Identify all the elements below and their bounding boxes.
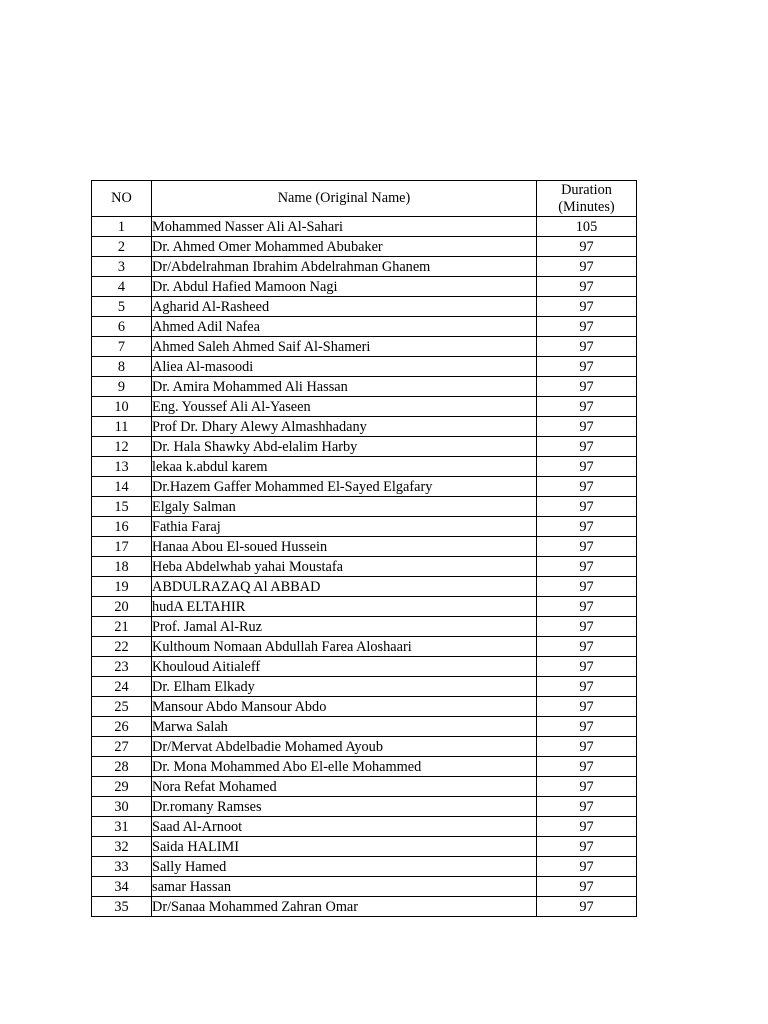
duration-minutes-cell: 97 — [537, 897, 637, 917]
participant-name-cell: Mohammed Nasser Ali Al-Sahari — [152, 217, 537, 237]
duration-minutes-cell: 97 — [537, 297, 637, 317]
duration-minutes-cell: 97 — [537, 237, 637, 257]
participant-name-cell: Ahmed Saleh Ahmed Saif Al-Shameri — [152, 337, 537, 357]
row-number-cell: 9 — [92, 377, 152, 397]
header-duration — [537, 181, 637, 217]
row-number-cell: 28 — [92, 757, 152, 777]
header-name: Name (Original Name) — [152, 181, 537, 217]
participant-name-cell: Saida HALIMI — [152, 837, 537, 857]
table-row — [92, 397, 637, 417]
duration-minutes-cell: 97 — [537, 437, 637, 457]
participant-name-cell: Agharid Al-Rasheed — [152, 297, 537, 317]
participant-name-cell: Mansour Abdo Mansour Abdo — [152, 697, 537, 717]
table-row — [92, 757, 637, 777]
duration-minutes-cell: 97 — [537, 637, 637, 657]
row-number-cell: 24 — [92, 677, 152, 697]
participant-name-cell: Elgaly Salman — [152, 497, 537, 517]
participant-name-cell: Dr. Mona Mohammed Abo El-elle Mohammed — [152, 757, 537, 777]
row-number-cell: 23 — [92, 657, 152, 677]
duration-minutes-cell: 97 — [537, 357, 637, 377]
duration-minutes-cell: 97 — [537, 477, 637, 497]
row-number-cell: 32 — [92, 837, 152, 857]
row-number-cell: 18 — [92, 557, 152, 577]
duration-minutes-cell: 97 — [537, 377, 637, 397]
table-header — [92, 181, 637, 217]
participant-name-cell: Saad Al-Arnoot — [152, 817, 537, 837]
table-row — [92, 337, 637, 357]
participant-name-cell: Heba Abdelwhab yahai Moustafa — [152, 557, 537, 577]
row-number-cell: 10 — [92, 397, 152, 417]
table-row — [92, 317, 637, 337]
row-number-cell: 8 — [92, 357, 152, 377]
row-number-cell: 30 — [92, 797, 152, 817]
duration-minutes-cell: 97 — [537, 397, 637, 417]
duration-minutes-cell: 97 — [537, 337, 637, 357]
duration-minutes-cell: 97 — [537, 797, 637, 817]
duration-minutes-cell: 97 — [537, 457, 637, 477]
table-row — [92, 417, 637, 437]
duration-minutes-cell: 97 — [537, 757, 637, 777]
table-row — [92, 457, 637, 477]
duration-minutes-cell: 97 — [537, 577, 637, 597]
duration-minutes-cell: 97 — [537, 537, 637, 557]
row-number-cell: 31 — [92, 817, 152, 837]
duration-minutes-cell: 97 — [537, 737, 637, 757]
row-number-cell: 2 — [92, 237, 152, 257]
row-number-cell: 7 — [92, 337, 152, 357]
row-number-cell: 33 — [92, 857, 152, 877]
duration-minutes-cell: 97 — [537, 277, 637, 297]
table-row — [92, 517, 637, 537]
table-row — [92, 497, 637, 517]
header-duration-line2: (Minutes) — [558, 198, 615, 215]
participant-name-cell: Dr. Hala Shawky Abd-elalim Harby — [152, 437, 537, 457]
row-number-cell: 27 — [92, 737, 152, 757]
table-row — [92, 237, 637, 257]
duration-minutes-cell: 97 — [537, 777, 637, 797]
table-row — [92, 277, 637, 297]
table-row — [92, 257, 637, 277]
table-row — [92, 357, 637, 377]
participant-name-cell: Marwa Salah — [152, 717, 537, 737]
table-row — [92, 657, 637, 677]
row-number-cell: 22 — [92, 637, 152, 657]
row-number-cell: 34 — [92, 877, 152, 897]
participant-name-cell: Fathia Faraj — [152, 517, 537, 537]
duration-minutes-cell: 97 — [537, 697, 637, 717]
table-row — [92, 897, 637, 917]
participant-name-cell: samar Hassan — [152, 877, 537, 897]
participant-name-cell: Sally Hamed — [152, 857, 537, 877]
table-row — [92, 577, 637, 597]
row-number-cell: 13 — [92, 457, 152, 477]
row-number-cell: 16 — [92, 517, 152, 537]
duration-minutes-cell: 97 — [537, 657, 637, 677]
table-row — [92, 797, 637, 817]
table-row — [92, 637, 637, 657]
row-number-cell: 21 — [92, 617, 152, 637]
row-number-cell: 35 — [92, 897, 152, 917]
duration-minutes-cell: 97 — [537, 817, 637, 837]
row-number-cell: 14 — [92, 477, 152, 497]
duration-minutes-cell: 97 — [537, 317, 637, 337]
duration-minutes-cell: 97 — [537, 257, 637, 277]
row-number-cell: 11 — [92, 417, 152, 437]
participant-name-cell: Hanaa Abou El-soued Hussein — [152, 537, 537, 557]
participant-name-cell: Aliea Al-masoodi — [152, 357, 537, 377]
table-body — [92, 217, 637, 917]
table-row — [92, 837, 637, 857]
table-row — [92, 737, 637, 757]
table-row — [92, 717, 637, 737]
participant-name-cell: Dr. Elham Elkady — [152, 677, 537, 697]
table-row — [92, 217, 637, 237]
header-no: NO — [92, 181, 152, 217]
row-number-cell: 3 — [92, 257, 152, 277]
participant-name-cell: Dr/Mervat Abdelbadie Mohamed Ayoub — [152, 737, 537, 757]
header-duration-line1: Duration — [561, 181, 612, 198]
duration-minutes-cell: 97 — [537, 517, 637, 537]
participant-name-cell: Kulthoum Nomaan Abdullah Farea Aloshaari — [152, 637, 537, 657]
row-number-cell: 17 — [92, 537, 152, 557]
participants-duration-table — [91, 180, 637, 917]
duration-minutes-cell: 97 — [537, 417, 637, 437]
participant-name-cell: Prof Dr. Dhary Alewy Almashhadany — [152, 417, 537, 437]
participant-name-cell: lekaa k.abdul karem — [152, 457, 537, 477]
table-row — [92, 697, 637, 717]
row-number-cell: 6 — [92, 317, 152, 337]
table-row — [92, 677, 637, 697]
row-number-cell: 15 — [92, 497, 152, 517]
row-number-cell: 26 — [92, 717, 152, 737]
participant-name-cell: Prof. Jamal Al-Ruz — [152, 617, 537, 637]
table-row — [92, 297, 637, 317]
row-number-cell: 5 — [92, 297, 152, 317]
participant-name-cell: Dr.Hazem Gaffer Mohammed El-Sayed Elgafary — [152, 477, 537, 497]
header-row — [92, 181, 637, 217]
table-row — [92, 617, 637, 637]
participant-name-cell: Nora Refat Mohamed — [152, 777, 537, 797]
participant-name-cell: Dr/Sanaa Mohammed Zahran Omar — [152, 897, 537, 917]
duration-minutes-cell: 97 — [537, 677, 637, 697]
row-number-cell: 25 — [92, 697, 152, 717]
row-number-cell: 12 — [92, 437, 152, 457]
row-number-cell: 29 — [92, 777, 152, 797]
participant-name-cell: Dr.romany Ramses — [152, 797, 537, 817]
duration-minutes-cell: 105 — [537, 217, 637, 237]
duration-minutes-cell: 97 — [537, 877, 637, 897]
table-row — [92, 597, 637, 617]
table-row — [92, 377, 637, 397]
duration-minutes-cell: 97 — [537, 857, 637, 877]
duration-minutes-cell: 97 — [537, 557, 637, 577]
table-row — [92, 477, 637, 497]
participant-name-cell: Ahmed Adil Nafea — [152, 317, 537, 337]
row-number-cell: 20 — [92, 597, 152, 617]
row-number-cell: 1 — [92, 217, 152, 237]
duration-minutes-cell: 97 — [537, 717, 637, 737]
participant-name-cell: Dr. Ahmed Omer Mohammed Abubaker — [152, 237, 537, 257]
table-row — [92, 877, 637, 897]
duration-minutes-cell: 97 — [537, 837, 637, 857]
participant-name-cell: hudA ELTAHIR — [152, 597, 537, 617]
table-row — [92, 557, 637, 577]
participant-name-cell: Dr. Amira Mohammed Ali Hassan — [152, 377, 537, 397]
participant-name-cell: Khouloud Aitialeff — [152, 657, 537, 677]
table-row — [92, 817, 637, 837]
duration-minutes-cell: 97 — [537, 597, 637, 617]
table-row — [92, 437, 637, 457]
row-number-cell: 19 — [92, 577, 152, 597]
table-row — [92, 537, 637, 557]
duration-minutes-cell: 97 — [537, 617, 637, 637]
row-number-cell: 4 — [92, 277, 152, 297]
participant-name-cell: Dr. Abdul Hafied Mamoon Nagi — [152, 277, 537, 297]
participant-name-cell: Eng. Youssef Ali Al-Yaseen — [152, 397, 537, 417]
table-row — [92, 857, 637, 877]
duration-minutes-cell: 97 — [537, 497, 637, 517]
table-row — [92, 777, 637, 797]
participant-name-cell: Dr/Abdelrahman Ibrahim Abdelrahman Ghanem — [152, 257, 537, 277]
participant-name-cell: ABDULRAZAQ Al ABBAD — [152, 577, 537, 597]
